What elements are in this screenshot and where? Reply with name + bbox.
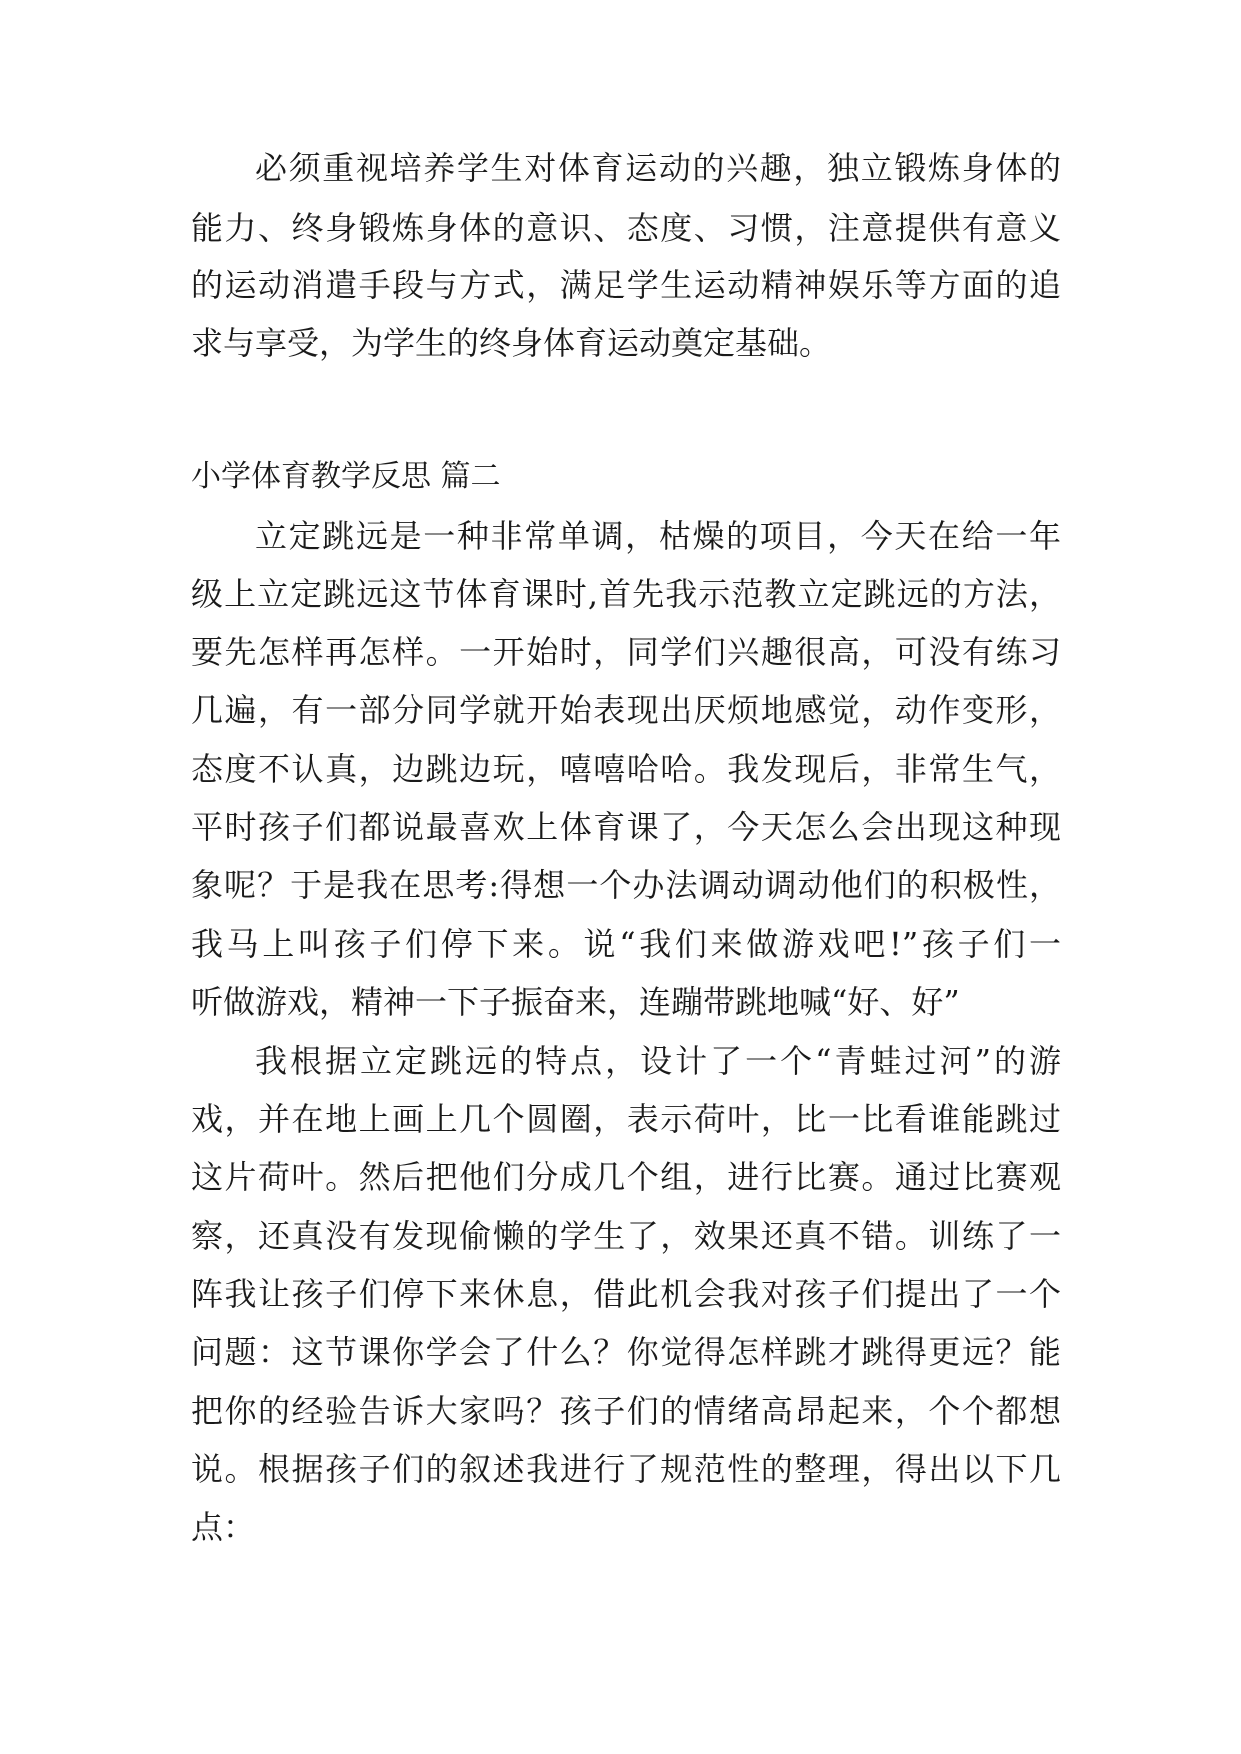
text-line: 我根据立定跳远的特点，设计了一个“青蛙过河”的游 — [255, 1042, 1061, 1080]
text-line: 级上立定跳远这节体育课时,首先我示范教立定跳远的方法， — [191, 575, 1061, 613]
text-line: 态度不认真，边跳边玩，嘻嘻哈哈。我发现后，非常生气， — [191, 750, 1061, 788]
text-line: 问题：这节课你学会了什么？你觉得怎样跳才跳得更远？能 — [191, 1333, 1061, 1371]
text-line: 阵我让孩子们停下来休息，借此机会我对孩子们提出了一个 — [191, 1275, 1061, 1313]
text-line: 察，还真没有发现偷懒的学生了，效果还真不错。训练了一 — [191, 1217, 1061, 1255]
section-heading: 小学体育教学反思 篇二 — [191, 459, 501, 494]
text-line: 要先怎样再怎样。一开始时，同学们兴趣很高，可没有练习 — [191, 633, 1061, 671]
text-line: 点： — [191, 1508, 256, 1546]
text-line: 立定跳远是一种非常单调，枯燥的项目，今天在给一年 — [255, 517, 1061, 555]
text-line: 把你的经验告诉大家吗？孩子们的情绪高昂起来，个个都想 — [191, 1392, 1061, 1430]
text-line: 听做游戏，精神一下子振奋来，连蹦带跳地喊“好、好” — [191, 983, 960, 1021]
text-line: 我马上叫孩子们停下来。说“我们来做游戏吧!”孩子们一 — [191, 925, 1061, 963]
text-line: 必须重视培养学生对体育运动的兴趣，独立锻炼身体的 — [255, 149, 1061, 187]
text-line: 这片荷叶。然后把他们分成几个组，进行比赛。通过比赛观 — [191, 1158, 1061, 1196]
text-line: 的运动消遣手段与方式，满足学生运动精神娱乐等方面的追 — [191, 266, 1061, 304]
text-line: 戏，并在地上画上几个圆圈，表示荷叶，比一比看谁能跳过 — [191, 1100, 1061, 1138]
text-line: 象呢？于是我在思考:得想一个办法调动调动他们的积极性， — [191, 866, 1061, 904]
text-line: 平时孩子们都说最喜欢上体育课了，今天怎么会出现这种现 — [191, 808, 1061, 846]
text-line: 几遍，有一部分同学就开始表现出厌烦地感觉，动作变形， — [191, 691, 1061, 729]
text-line: 求与享受，为学生的终身体育运动奠定基础。 — [191, 324, 832, 362]
text-line: 说。根据孩子们的叙述我进行了规范性的整理，得出以下几 — [191, 1450, 1061, 1488]
text-line: 能力、终身锻炼身体的意识、态度、习惯，注意提供有意义 — [191, 209, 1061, 247]
